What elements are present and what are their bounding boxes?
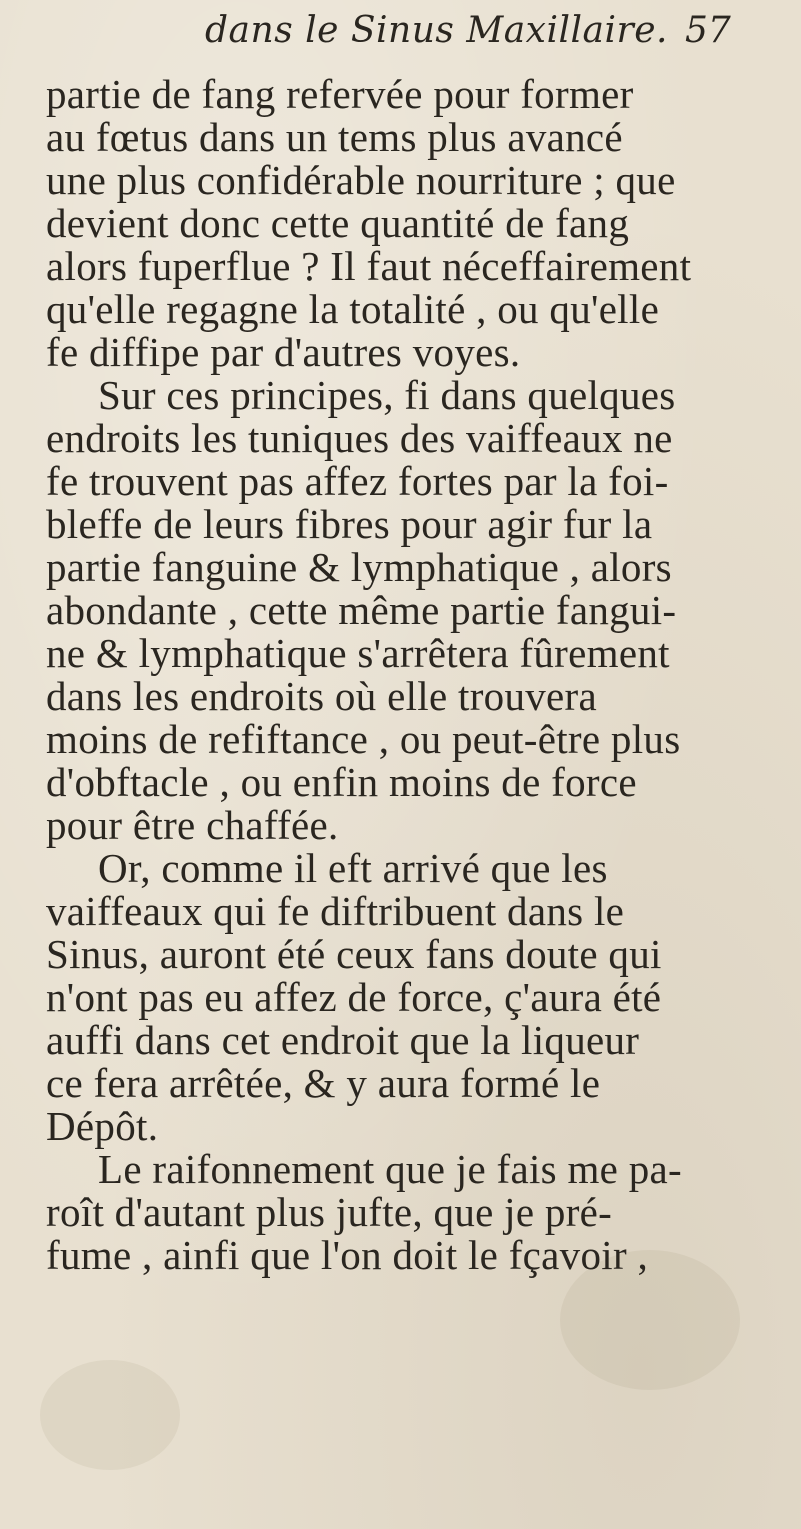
text-line: endroits les tuniques des vaiffeaux ne bbox=[46, 415, 673, 461]
page-header bbox=[0, 10, 801, 70]
text-line: fe trouvent pas affez fortes par la foi- bbox=[46, 458, 669, 504]
text-line: au fœtus dans un tems plus avancé bbox=[46, 114, 623, 160]
text-line: auffi dans cet endroit que la liqueur bbox=[46, 1017, 640, 1063]
running-head: dans le Sinus Maxillaire. bbox=[205, 10, 668, 51]
text-line: n'ont pas eu affez de force, ç'aura été bbox=[46, 974, 662, 1020]
paper-stain bbox=[40, 1360, 180, 1470]
text-line: qu'elle regagne la totalité , ou qu'elle bbox=[46, 286, 660, 332]
text-line: ne & lymphatique s'arrêtera fûrement bbox=[46, 630, 670, 676]
text-line: fume , ainfi que l'on doit le fçavoir , bbox=[46, 1232, 649, 1278]
text-line: une plus confidérable nourriture ; que bbox=[46, 157, 676, 203]
text-line: Sinus, auront été ceux fans doute qui bbox=[46, 931, 662, 977]
text-line: bleffe de leurs fibres pour agir fur la bbox=[46, 501, 653, 547]
text-line: ce fera arrêtée, & y aura formé le bbox=[46, 1060, 601, 1106]
text-line: Dépôt. bbox=[46, 1103, 159, 1149]
body-text bbox=[0, 70, 801, 1278]
text-line: pour être chaffée. bbox=[46, 802, 339, 848]
text-line: moins de refiftance , ou peut-être plus bbox=[46, 716, 681, 762]
text-line: d'obftacle , ou enfin moins de force bbox=[46, 759, 637, 805]
text-line: abondante , cette même partie fangui- bbox=[46, 587, 677, 633]
page-number: 57 bbox=[685, 10, 731, 51]
text-line: Le raifonnement que je fais me pa- bbox=[98, 1146, 682, 1192]
text-line: vaiffeaux qui fe diftribuent dans le bbox=[46, 888, 625, 934]
text-line: fe diffipe par d'autres voyes. bbox=[46, 329, 521, 375]
text-line: dans les endroits où elle trouvera bbox=[46, 673, 598, 719]
text-line: roît d'autant plus jufte, que je pré- bbox=[46, 1189, 613, 1235]
text-line: Or, comme il eft arrivé que les bbox=[98, 845, 608, 891]
text-line: partie fanguine & lymphatique , alors bbox=[46, 544, 672, 590]
text-line: devient donc cette quantité de fang bbox=[46, 200, 630, 246]
text-line: Sur ces principes, fi dans quelques bbox=[98, 372, 676, 418]
text-line: partie de fang refervée pour former bbox=[46, 71, 634, 117]
text-line: alors fuperflue ? Il faut néceffairement bbox=[46, 243, 692, 289]
